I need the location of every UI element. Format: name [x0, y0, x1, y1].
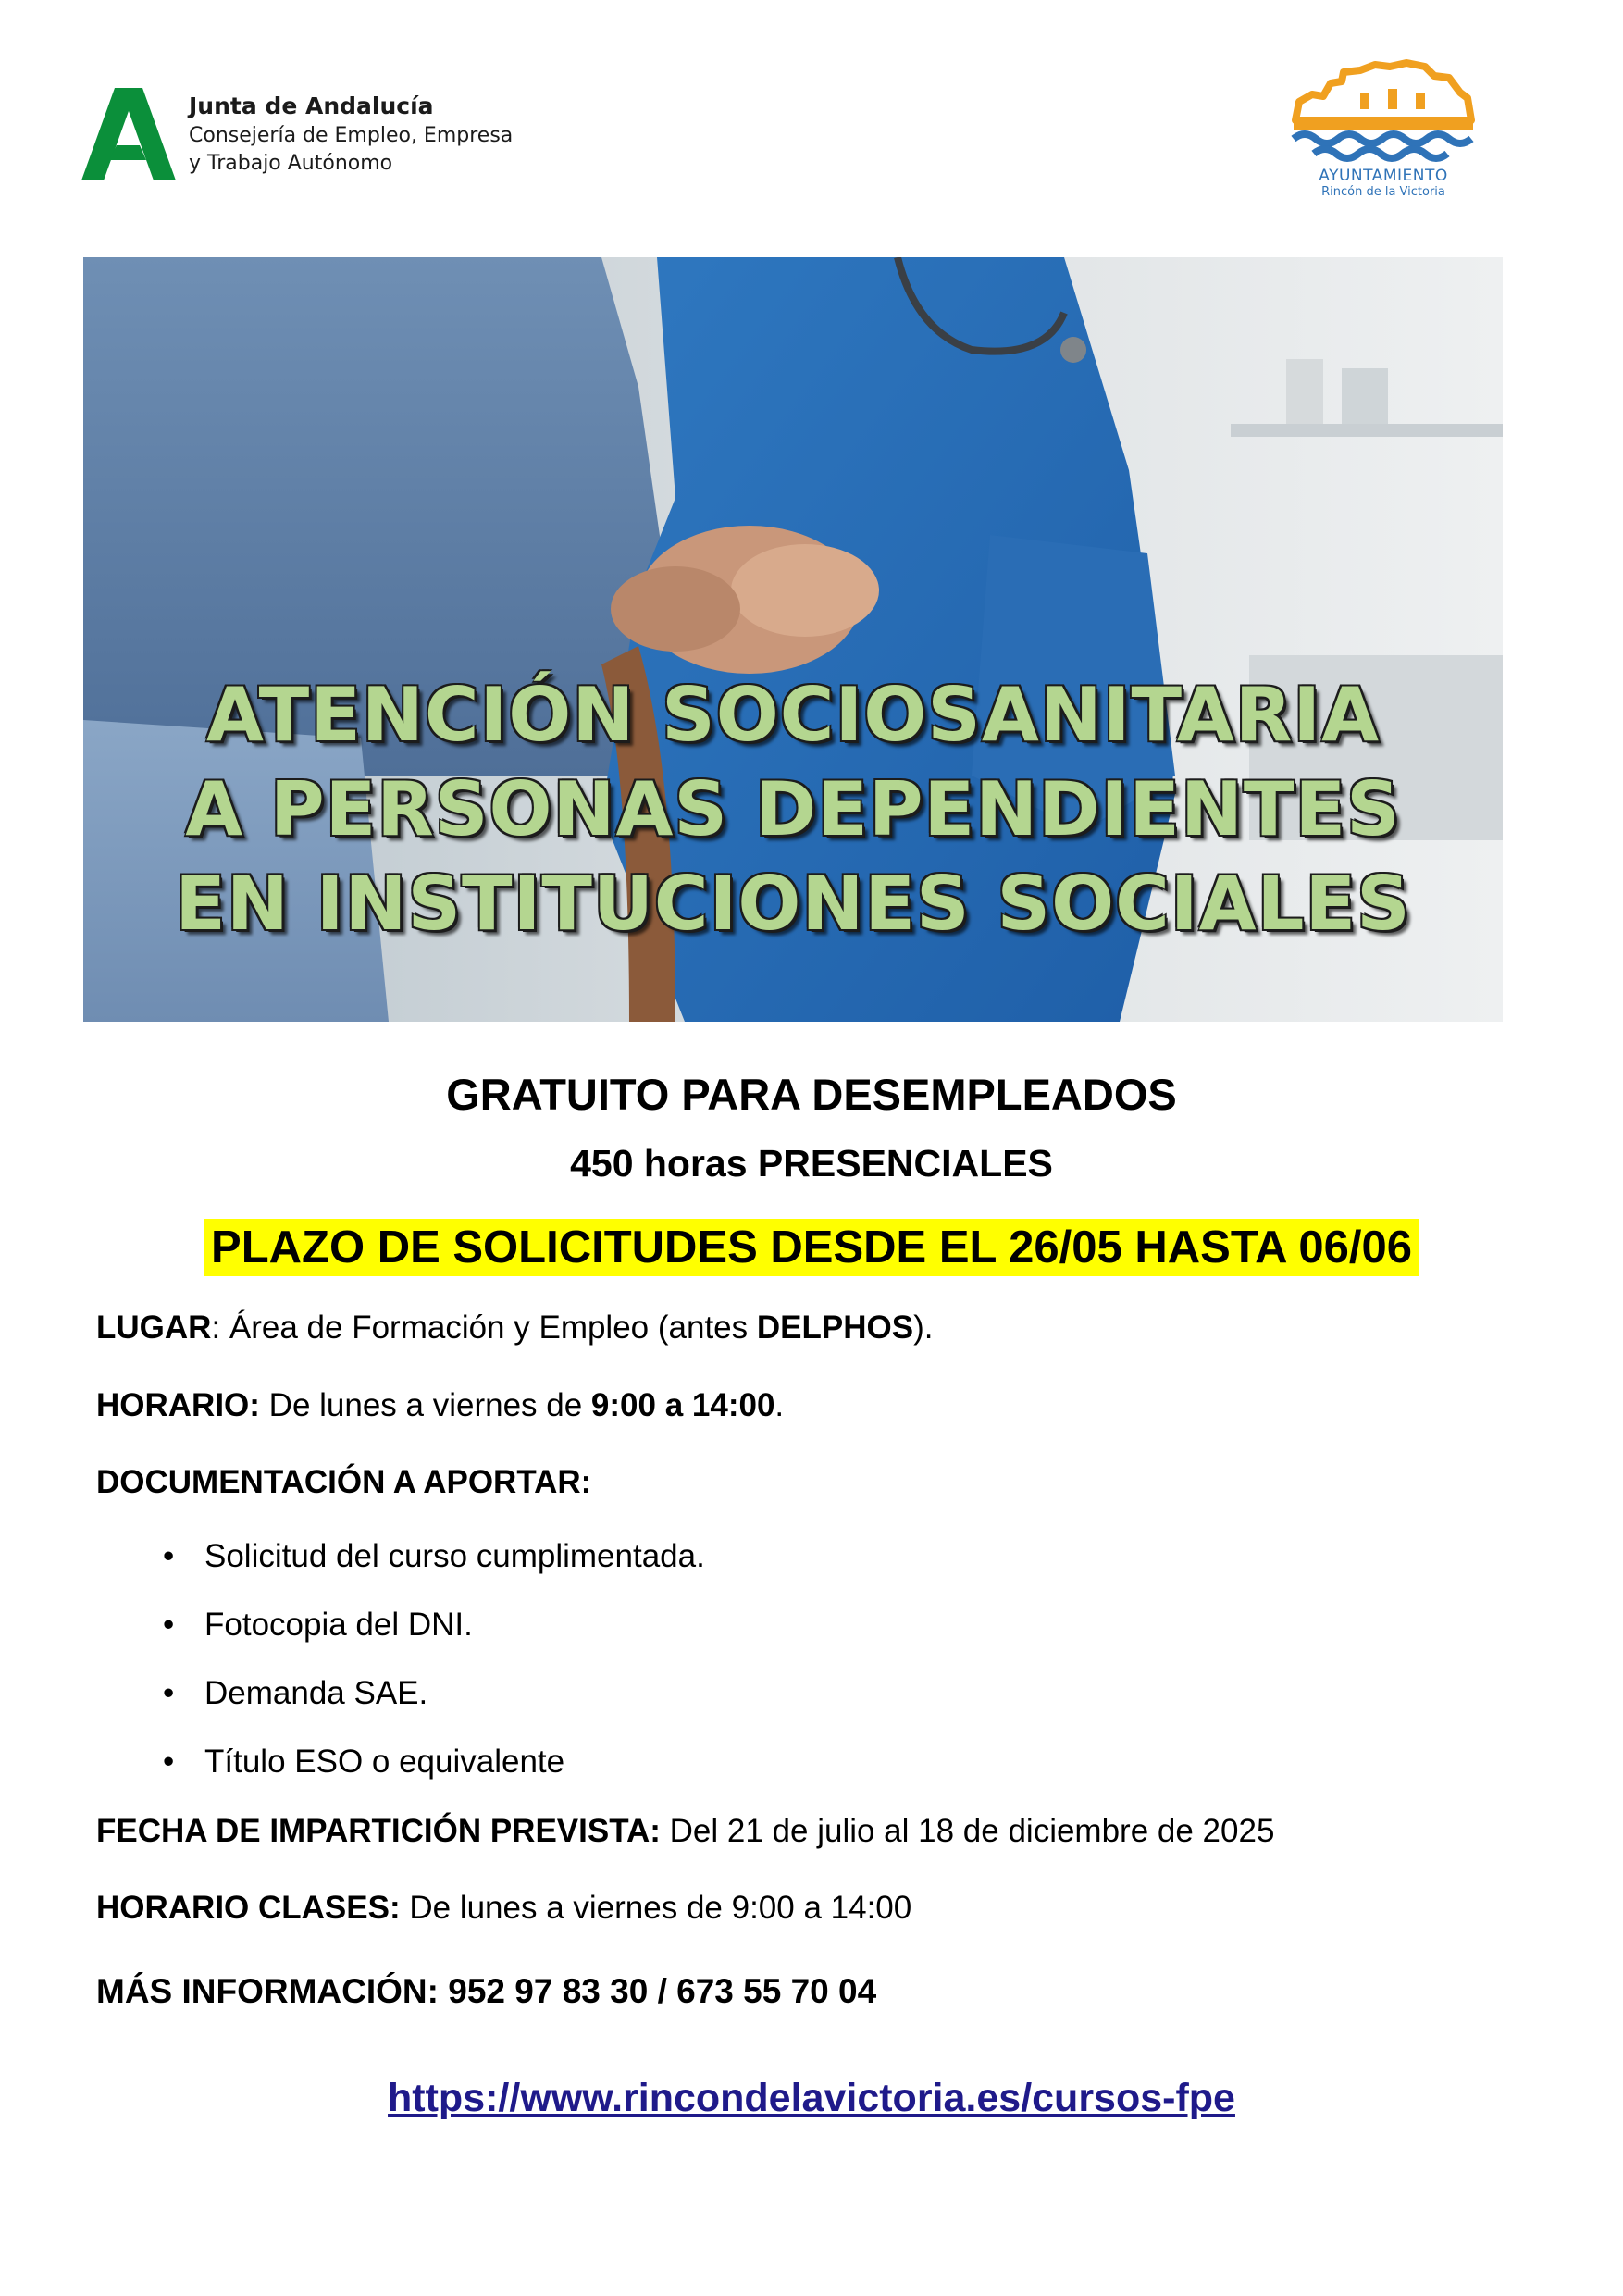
lugar-text: : Área de Formación y Empleo (antes	[211, 1309, 757, 1346]
info-fecha	[96, 1811, 1274, 1852]
url-row	[0, 2073, 1623, 2123]
info-lugar	[96, 1308, 933, 1348]
info-clases	[96, 1888, 911, 1929]
clases-text: De lunes a viernes de 9:00 a 14:00	[400, 1890, 912, 1926]
bullet-icon: •	[163, 1744, 175, 1780]
junta-name: Junta de Andalucía	[189, 93, 434, 119]
ayuntamiento-label: AYUNTAMIENTO	[1319, 167, 1448, 185]
bullet-icon: •	[163, 1538, 175, 1574]
heading-free: GRATUITO PARA DESEMPLEADOS	[446, 1070, 1177, 1119]
lugar-end: ).	[913, 1309, 934, 1346]
lugar-bold: DELPHOS	[756, 1309, 914, 1346]
contact-label: MÁS INFORMACIÓN:	[96, 1972, 439, 2010]
doc-item-text: Demanda SAE.	[204, 1675, 428, 1711]
list-item	[163, 1605, 705, 1673]
ayuntamiento-logo	[1286, 56, 1481, 167]
heading-hours: 450 horas PRESENCIALES	[570, 1142, 1053, 1185]
list-item	[163, 1536, 705, 1605]
doc-item-text: Fotocopia del DNI.	[204, 1607, 473, 1643]
doc-list	[163, 1536, 705, 1810]
bullet-icon: •	[163, 1607, 175, 1643]
ayuntamiento-text-block	[1286, 167, 1481, 200]
fecha-text: Del 21 de julio al 18 de diciembre de 2025	[660, 1813, 1275, 1849]
clases-label: HORARIO CLASES:	[96, 1890, 401, 1926]
banner-title-line-3: EN INSTITUCIONES SOCIALES	[175, 861, 1411, 947]
banner-title-line-2: A PERSONAS DEPENDIENTES	[185, 766, 1401, 852]
horario-label: HORARIO:	[96, 1387, 260, 1423]
junta-text-block	[189, 91, 513, 178]
deadline-highlight: PLAZO DE SOLICITUDES DESDE EL 26/05 HASTA 06/06	[204, 1219, 1419, 1276]
junta-logo	[81, 88, 192, 180]
doc-item-text: Solicitud del curso cumplimentada.	[204, 1538, 705, 1574]
doc-heading: DOCUMENTACIÓN A APORTAR:	[96, 1464, 592, 1500]
ayuntamiento-town: Rincón de la Victoria	[1321, 185, 1445, 199]
website-link[interactable]: https://www.rincondelavictoria.es/cursos-fpe	[388, 2076, 1235, 2120]
info-horario	[96, 1385, 784, 1426]
fecha-label: FECHA DE IMPARTICIÓN PREVISTA:	[96, 1813, 661, 1849]
banner-title	[83, 668, 1503, 951]
deadline-row	[0, 1219, 1623, 1276]
bullet-icon: •	[163, 1675, 175, 1711]
contact-phones: 952 97 83 30 / 673 55 70 04	[438, 1972, 877, 2010]
junta-dept-line1: Consejería de Empleo, Empresa	[189, 124, 514, 147]
list-item	[163, 1742, 705, 1810]
horario-end: .	[774, 1387, 785, 1423]
horario-hours: 9:00 a 14:00	[590, 1387, 775, 1423]
list-item	[163, 1673, 705, 1742]
lugar-label: LUGAR	[96, 1309, 212, 1346]
horario-text: De lunes a viernes de	[259, 1387, 591, 1423]
junta-dept-line2: y Trabajo Autónomo	[189, 152, 393, 175]
info-contact	[96, 1971, 876, 2012]
banner-title-line-1: ATENCIÓN SOCIOSANITARIA	[205, 672, 1381, 758]
doc-item-text: Título ESO o equivalente	[204, 1744, 565, 1780]
